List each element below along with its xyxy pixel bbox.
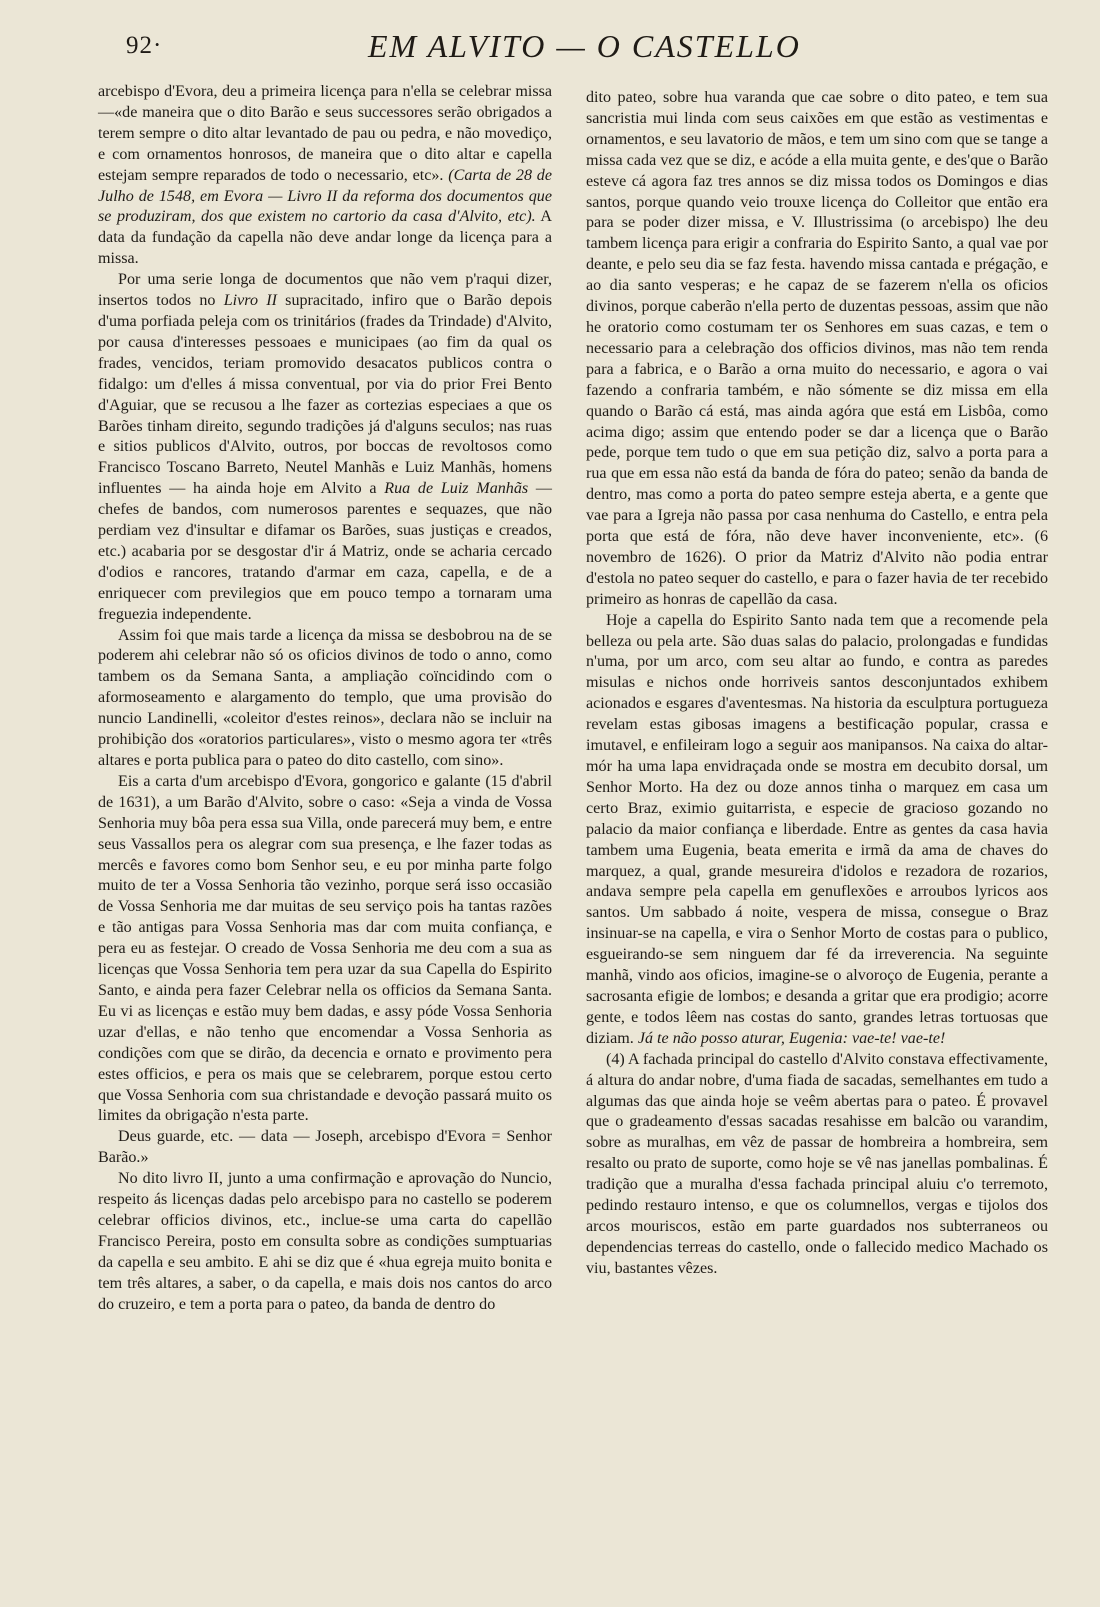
paragraph: Deus guarde, etc. — data — Joseph, arcebispo d'Evora = Senhor Barão.» [98,1128,552,1167]
running-title: EM ALVITO — O CASTELLO [368,28,801,64]
inscription-quote: Já te não posso aturar, Eugenia: vae-te! vae-te! [637,1029,946,1047]
paragraph: No dito livro II, junto a uma confirmação e aprovação do Nuncio, respeito ás licenças dadas pelo arcebispo para no castello se poderem celebrar officios divinos, etc., inclue-se uma carta do capellão Francisco Pereira, posto em consulta sobre as condições sumptuarias da capella e seu ambito. E ahi se diz que é «hua egreja muito bonita e tem três altares, a saber, o da capella, e mais dois nos cantos do arco do cruzeiro, e tem a porta para o pateo, da banda de dentro do [98,1170,552,1313]
paragraph: Eis a carta d'um arcebispo d'Evora, gongorico e galante (15 d'abril de 1631), a um Barão d'Alvito, sobre o caso: «Seja a vinda de Vossa Senhoria muy bôa pera essa sua Villa, onde parecerá muy bem, e entre seus Vassallos pera os alegrar com sua presença, e lhe fazer todas as mercês e favores como bom Senhor seu, e eu por minha parte folgo muito de ter a Vossa Senhoria tão vezinho, porque será isso occasião de Vossa Senhoria me dar muitas de seu serviço pois ha tantas razões e tão antigas para Vossa Senhoria mas dar com muita confiança, e pera eu as festejar. O creado de Vossa Senhoria me deu com a sua as licenças que Vossa Senhoria tem pera uzar da sua Capella do Espirito Santo, e ainda pera fazer Celebrar nella os officios da Semana Santa. Eu vi as licenças e estão muy bem dadas, e assy póde Vossa Senhoria uzar d'ellas, e não tenho que encomendar a Vossa Senhoria as condições com que se dirão, da decencia e ornato e provimento pera estes officios, e pera os mais que se celebrarem, porque estou certo que Vossa Senhoria com sua christandade e devoção passará muito os limites da obrigação n'esta parte. [98,772,552,1125]
paragraph [98,270,552,625]
paragraph [586,611,1048,1050]
street-name: Rua de Luiz Manhãs [384,480,529,498]
text-run: Por uma serie longa de documentos que não vem p'raqui dizer, insertos todos no [98,271,552,310]
left-column [98,82,552,1315]
text-run: supracitado, infiro que o Barão depois d'uma porfiada peleja com os trinitários (frades da Trindade) d'Alvito, por causa d'interesses pessoaes e municipaes (ao fim da qual os frades, vencidos, teriam promovido desacatos publicos contra o fidalgo: um d'elles á missa conventual, por via do prior Frei Bento d'Aguiar, que se recusou a lhe fazer as cortezias especiaes a que os Barões tinham direito, segundo tradições já d'alguns seculos; nas ruas e sitios publicos d'Alvito, outros, por boccas de revoltosos como Francisco Toscano Barreto, Neutel Manhãs e Luiz Manhãs, homens influentes — ha ainda hoje em Alvito a [98,292,552,498]
text-run: Hoje a capella do Espirito Santo nada tem que a recomende pela belleza ou pela arte. São duas salas do palacio, prolongadas e fundidas n'uma, por um arco, com seu altar ao fundo, e contra as paredes misulas e nichos onde horriveis santos desconjuntados exhibem acionados e esgares d'aventesmas. Na historia da esculptura portugueza revelam estas gibosas imagens a bestificação popular, crassa e imutavel, e enfileiram logo a seguir aos manipansos. Na caixa do altar-mór ha uma lapa envidraçada onde se mostra em decubito dorsal, um Senhor Morto. Ha dez ou doze annos tinha o marquez em casa um certo Braz, eximio guitarrista, e especie de gracioso gozando no palacio da maior confiança e liberdade. Entre as gentes da casa havia tambem uma Eugenia, beata emerita e irmã da ama de chaves do marquez, a qual, grande mesureira d'idolos e rezadora de rozarios, andava sempre pela capella em genuflexões e arroubos lyricos aos santos. Um sabbado á noite, vespera de missa, consegue o Braz insinuar-se na capella, e vira o Senhor Morto de costas para o publico, esgueirando-se sem ninguem dar fé da irreverencia. Na seguinte manhã, vindo aos oficios, imagine-se o alvoroço de Eugenia, perante a sacrosanta efigie de lombos; e desanda a gritar que era prodigio; acorre gente, e todos lêem nas costas do santo, grandes letras tortuosas que diziam. [586,611,1048,1047]
footnote: (4) A fachada principal do castello d'Alvito constava effectivamente, á altura do andar nobre, d'uma fiada de sacadas, semelhantes em tudo a algumas das que ainda hoje se veêm abertas para o pateo. É provavel que o gradeamento d'essas sacadas resahisse em balcão ou varandim, sobre as muralhas, em vêz de passar de hombreira a hombreira, sem resalto ou prato de suporte, como hoje se vê nas janellas pombalinas. É tradição que a muralha d'essa fachada principal aluiu c'o terremoto, pedindo restauro intenso, e que os columnellos, vergas e tijolos dos arcos mouriscos, estão em parte guardados nos subterraneos ou dependencias terreas do castello, onde o fallecido medico Machado os viu, bastantes vêzes. [586,1050,1048,1277]
text-run: A data da fundação da capella não deve andar longe da licença para a missa. [98,208,552,268]
text-run: — chefes de bandos, com numerosos parentes e sequazes, que não perdiam vez d'insultar e difamar os Barões, suas justiças e creados, etc.) acabaria por se desgostar d'ir á Matriz, onde se acharia cercado d'odios e rancores, tratando d'armar em caza, capella, e de a enriquecer com previlegios que em pouco tempo a tornaram uma freguezia independente. [98,480,553,623]
paragraph [98,82,552,270]
book-title: Livro II [223,292,277,310]
right-column [586,88,1048,1280]
citation: (Carta de 28 de Julho de 1548, em Evora — Livro II da reforma dos documentos que se produziram, dos que existem no cartorio da casa d'Alvito, etc). [98,166,553,226]
page-number: 92· [126,32,163,59]
text-run: arcebispo d'Evora, deu a primeira licença para n'ella se celebrar missa—«de maneira que o dito Barão e seus successores serão obrigados a terem sempre o dito altar levantado de pau ou pedra, e não movediço, e com ornamentos honrosos, de maneira que o dito altar e capella estejam sempre reparados de todo o necessario, etc». [98,83,552,184]
paragraph: Assim foi que mais tarde a licença da missa se desbobrou na de se poderem ahi celebrar não só os oficios divinos de todo o anno, como tambem os da Semana Santa, a ampliação coïncidindo com o aformoseamento e alargamento do templo, que uma provisão do nuncio Landinelli, «coleitor d'estes reinos», declara não se incluir na prohibição dos «oratorios particulares», visto o mesmo agora ter «três altares e porta publica para o pateo do dito castello, com sino». [98,626,552,769]
page-header [98,28,1040,68]
paragraph: dito pateo, sobre hua varanda que cae sobre o dito pateo, e tem sua sancristia mui linda com seus caixões em que estão as vestimentas e ornamentos, e seu lavatorio de mãos, e tem um sino com que se tange a missa cada vez que se diz, e acóde a ella muita gente, e des'que o Barão esteve cá agora faz tres annos se diz missa todos os Domingos e dias santos, porque quando veio trouxe licença do Colleitor que então era para se poder dizer missa, e V. Illustrissima (o arcebispo) lhe deu tambem licença para erigir a confraria do Espirito Santo, a qual vae por deante, e pelo seu dia se faz festa. havendo missa cantada e prégação, e ao dia santo vesperas; e he capaz de se fazerem n'ella os oficios divinos, porque caberão n'ella perto de duzentas pessoas, assim que não he oratorio como costumam ter os Senhores em suas cazas, e tem o necessario para a celebração dos officios divinos, mas não tem renda para a fabrica, e o Barão a orna muito do necessario, e agora o vai fazendo a confraria também, e não sómente se diz missa em ella quando o Barão cá está, mas ainda agóra que está em Lisbôa, como acima digo; assim que entendo poder se dar a licença que o Barão pede, porque tem tudo o que em sua petição diz, salvo a porta para a rua que em essa não está da banda de fóra do pateo; senão da banda de dentro, mas como a porta do pateo sempre esteja aberta, e a gente que vae para a Igreja não passa por casa nenhuma do Castello, e entra pela porta que está de fóra, não deve haver inconveniente, etc». (6 novembro de 1626). O prior da Matriz d'Alvito não podia entrar d'estola no pateo sequer do castello, e para o fazer havia de ter recebido primeiro as honras de capellão da casa. [586,89,1048,608]
